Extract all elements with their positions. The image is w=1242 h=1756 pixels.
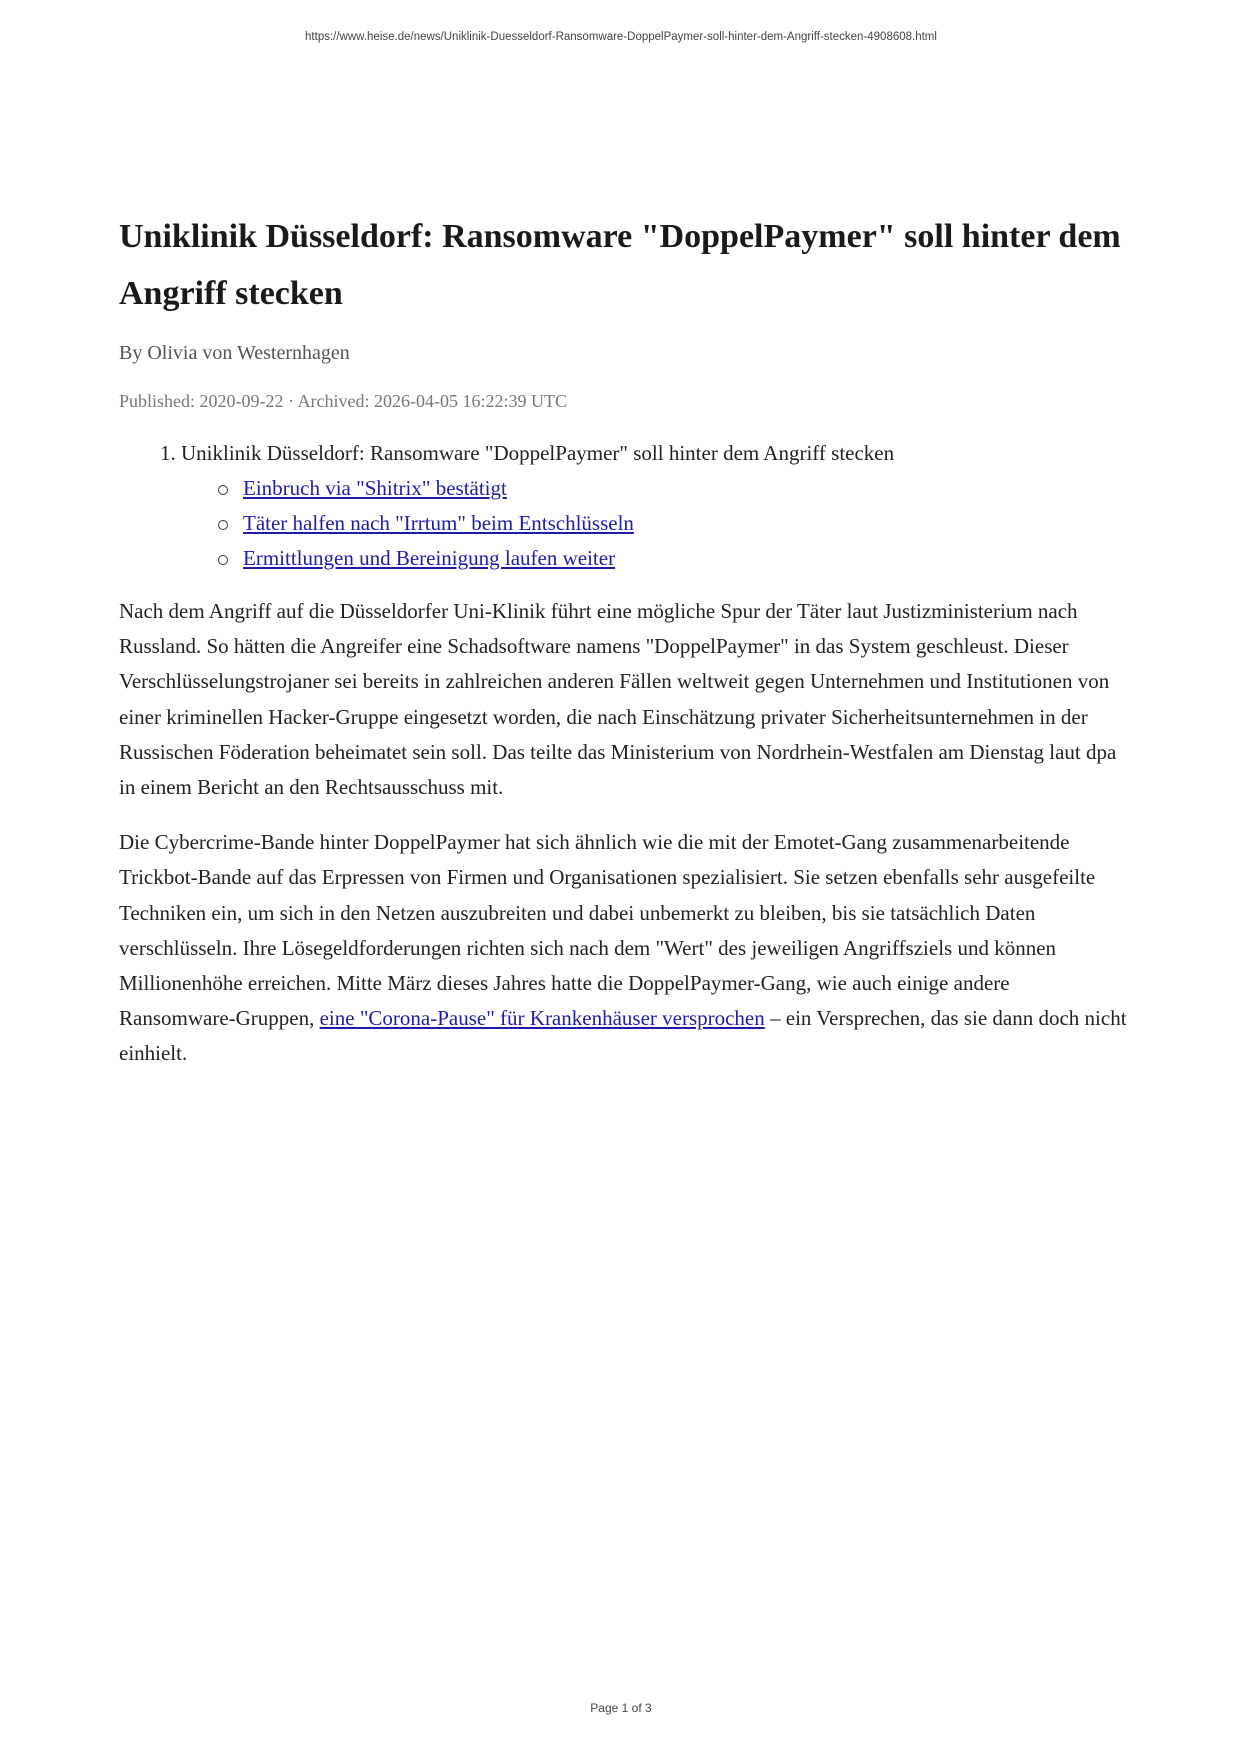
paragraph-2-text-start: Die Cybercrime-Bande hinter DoppelPaymer hat sich ähnlich wie die mit der Emotet-Gang zusammenarbeitende Trickbot-Bande auf das Erpressen von Firmen und Organisationen spezialisiert. Sie setzen ebenfalls sehr ausgefeilte Techniken ein, um sich in den Netzen auszubreiten und dabei unbemerkt zu bleiben, bis sie tatsächlich Daten verschlüsseln. Ihre Lösegeldforderungen richten sich nach dem "Wert" des jeweiligen Angriffsziels und können Millionenhöhe erreichen. Mitte März dieses Jahres hatte die DoppelPaymer-Gang, wie auch einige andere Ransomware-Gruppen,	[119, 830, 1096, 1031]
page-number: Page 1 of 3	[590, 1701, 652, 1715]
toc-subitem	[243, 506, 1129, 541]
page-url-header: https://www.heise.de/news/Uniklinik-Duesseldorf-Ransomware-DoppelPaymer-soll-hinter-dem-Angriff-stecken-4908608.html	[305, 31, 937, 43]
toc-link-einbruch[interactable]: Einbruch via "Shitrix" bestätigt	[243, 476, 507, 500]
toc-link-ermittlungen[interactable]: Ermittlungen und Bereinigung laufen weiter	[243, 546, 616, 570]
toc-subitem	[243, 541, 1129, 576]
toc-subitem	[243, 471, 1129, 506]
article-content	[119, 208, 1129, 1072]
article-paragraph-2	[119, 825, 1129, 1071]
corona-pause-link[interactable]: eine "Corona-Pause" für Krankenhäuser versprochen	[319, 1006, 765, 1031]
paragraph-2-text-end: – ein Versprechen, das sie dann doch nicht einhielt.	[119, 1006, 1127, 1066]
article-byline: By Olivia von Westernhagen	[119, 342, 350, 364]
article-paragraph-1: Nach dem Angriff auf die Düsseldorfer Uni-Klinik führt eine mögliche Spur der Täter laut Justizministerium nach Russland. So hätten die Angreifer eine Schadsoftware namens "DoppelPaymer" in das System geschleust. Dieser Verschlüsselungstrojaner sei bereits in zahlreichen anderen Fällen weltweit gegen Unternehmen und Institutionen von einer kriminellen Hacker-Gruppe eingesetzt worden, die nach Einschätzung privater Sicherheitsunternehmen in der Russischen Föderation beheimatet sein soll. Das teilte das Ministerium von Nordrhein-Westfalen am Dienstag laut dpa in einem Bericht an den Rechtsausschuss mit.	[119, 599, 1117, 800]
table-of-contents	[119, 436, 1129, 576]
article-meta: Published: 2020-09-22 · Archived: 2026-04-05 16:22:39 UTC	[119, 391, 567, 411]
article-title: Uniklinik Düsseldorf: Ransomware "DoppelPaymer" soll hinter dem Angriff stecken	[119, 218, 1121, 312]
toc-link-taeter[interactable]: Täter halfen nach "Irrtum" beim Entschlüsseln	[243, 511, 634, 535]
toc-main-item-label: Uniklinik Düsseldorf: Ransomware "DoppelPaymer" soll hinter dem Angriff stecken	[181, 441, 895, 465]
toc-main-item	[181, 436, 1129, 576]
toc-subitems	[181, 471, 1129, 576]
